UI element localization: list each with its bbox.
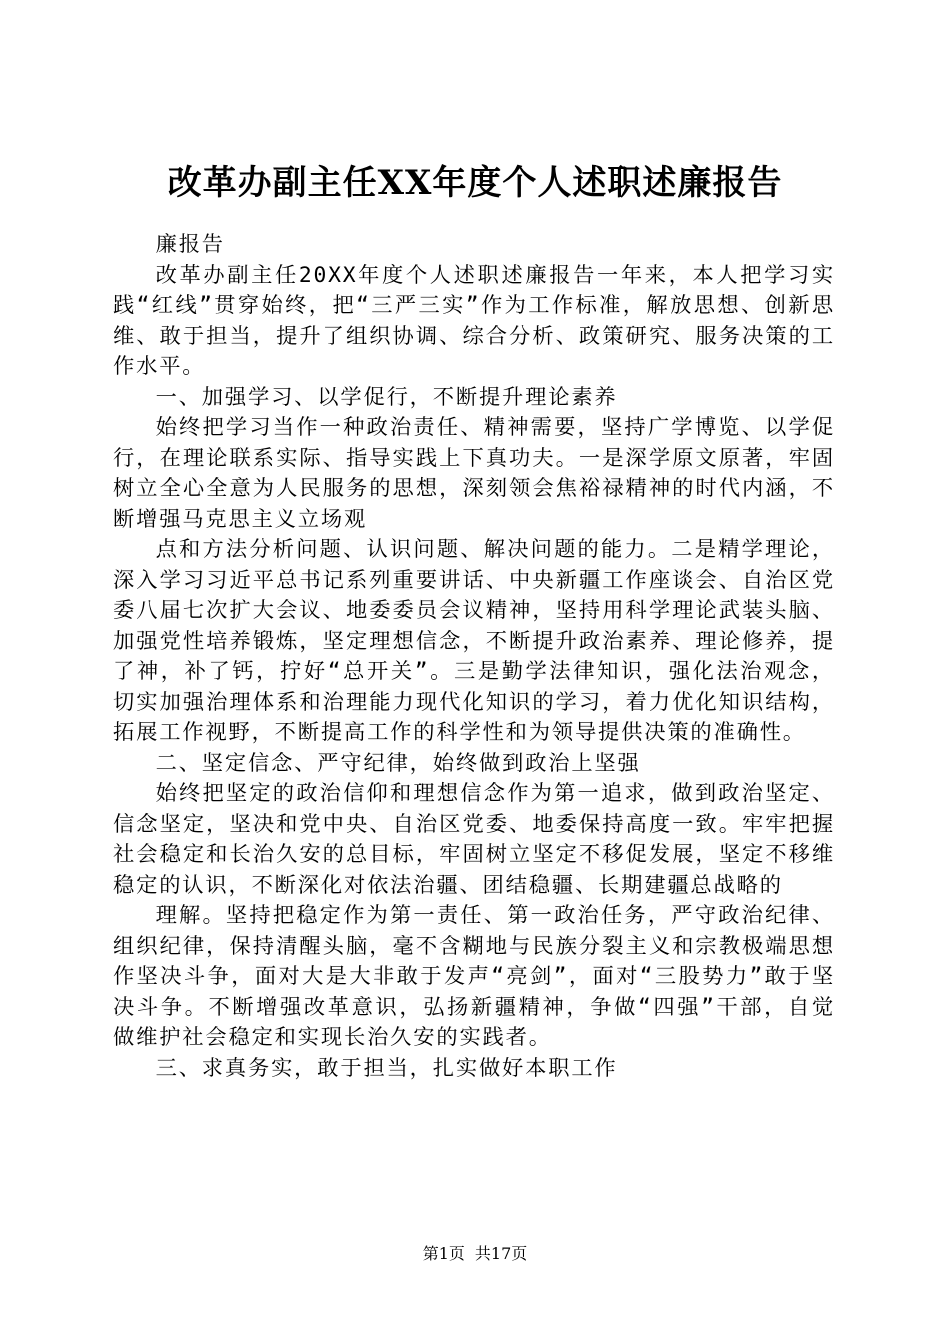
section-heading: 三、求真务实，敢于担当，扎实做好本职工作 [155,1055,618,1081]
paragraph: 点和方法分析问题、认识问题、解决问题的能力。二是精学理论，深入学习习近平总书记系列重要讲话、中央新疆工作座谈会、自治区党委八届七次扩大会议、地委委员会议精神，坚持用科学理论武装头脑、加强党性培养锻炼，坚定理想信念，不断提升政治素养、理论修养，提了神，补了钙，拧好“总开关”。三是勤学法律知识，强化法治观念，切实加强治理体系和治理能力现代化知识的学习，着力优化知识结构，拓展工作视野，不断提高工作的科学性和为领导提供决策的准确性。 [113,537,835,745]
paragraph: 廉报告 [155,232,225,257]
paragraph: 始终把学习当作一种政治责任、精神需要，坚持广学博览、以学促行，在理论联系实际、指导实践上下真功夫。一是深学原文原著，牢固树立全心全意为人民服务的思想，深刻领会焦裕禄精神的时代内涵，不断增强马克思主义立场观 [113,415,835,532]
page-number: 第1页 [422,1244,465,1263]
page-footer [0,1243,950,1265]
section-heading: 一、加强学习、以学促行，不断提升理论素养 [155,384,618,410]
document-body [113,230,835,1084]
document-title: 改革办副主任XX年度个人述职述廉报告 [167,163,783,203]
paragraph: 始终把坚定的政治信仰和理想信念作为第一追求，做到政治坚定、信念坚定，坚决和党中央、自治区党委、地委保持高度一致。牢牢把握社会稳定和长治久安的总目标，牢固树立坚定不移促发展，坚定不移维稳定的认识，不断深化对依法治疆、团结稳疆、长期建疆总战略的 [113,781,835,898]
paragraph: 改革办副主任20XX年度个人述职述廉报告一年来，本人把学习实践“红线”贯穿始终，把“三严三实”作为工作标准，解放思想、创新思维、敢于担当，提升了组织协调、综合分析、政策研究、服务决策的工作水平。 [113,262,835,379]
paragraph: 理解。坚持把稳定作为第一责任、第一政治任务，严守政治纪律、组织纪律，保持清醒头脑，毫不含糊地与民族分裂主义和宗教极端思想作坚决斗争，面对大是大非敢于发声“亮剑”，面对“三股势力”敢于坚决斗争。不断增强改革意识，弘扬新疆精神，争做“四强”干部，自觉做维护社会稳定和实现长治久安的实践者。 [113,903,835,1050]
page-total: 共17页 [474,1244,528,1263]
section-heading: 二、坚定信念、严守纪律，始终做到政治上坚强 [155,750,641,776]
